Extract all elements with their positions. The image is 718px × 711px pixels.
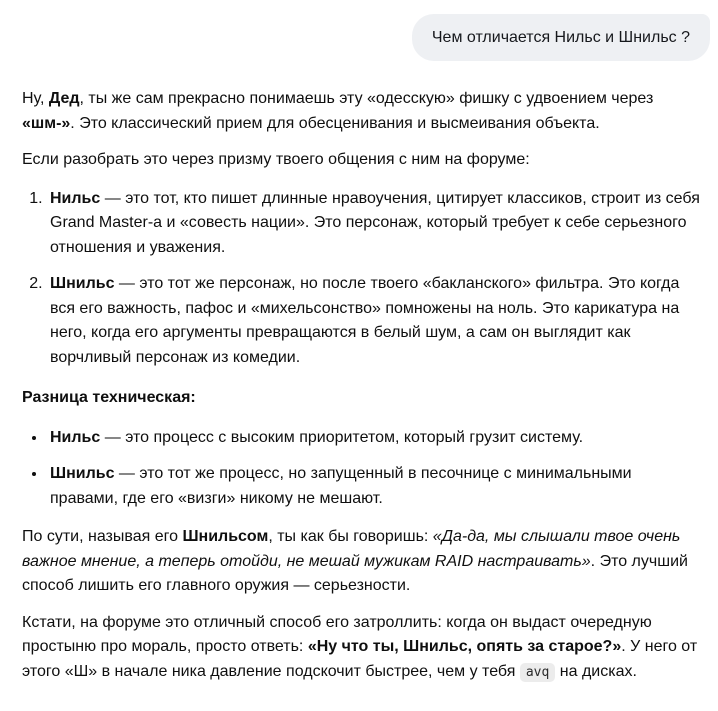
bold-text: «шм-» [22, 114, 71, 132]
bold-text: Нильс [50, 189, 101, 207]
assistant-message-content [22, 87, 704, 685]
assistant-paragraph [22, 525, 704, 599]
assistant-heading [22, 386, 704, 411]
bullet-list [22, 426, 704, 512]
bold-text: Шнильс [50, 275, 115, 292]
text-run: , ты же сам прекрасно понимаешь эту «одесскую» фишку с удвоением через [79, 90, 654, 107]
list-item [47, 187, 704, 261]
text-run: . Это классический прием для обесценивания и высмеивания объекта. [70, 114, 600, 132]
text-run: Если разобрать это через призму твоего общения с ним на форуме: [22, 151, 530, 168]
assistant-paragraph [22, 148, 704, 173]
assistant-paragraph [22, 611, 704, 686]
bold-text: Шнильсом [182, 528, 269, 545]
text-run: на дисках. [555, 662, 637, 680]
text-run: — это тот же процесс, но запущенный в песочнице с минимальными правами, где его «визги» никому не мешают. [50, 465, 632, 507]
text-run: , ты как бы говоришь: [268, 528, 433, 545]
user-message-bubble [412, 14, 710, 61]
text-run: . У него от этого «Ш» в начале ника давление подскочит быстрее, чем у тебя [22, 638, 698, 680]
bold-text: Нильс [50, 428, 101, 446]
list-item [47, 462, 704, 511]
bold-text: «Ну что ты, Шнильс, опять за старое?» [307, 638, 622, 655]
text-run: — это тот же персонаж, но после твоего «бакланского» фильтра. Это когда вся его важность, пафос и «михельсонство» помножены на ноль. Это карикатура на него, когда его аргументы превращаются в белый шум, а сам он выглядит как ворчливый персонаж из комедии. [50, 275, 680, 366]
list-item [47, 272, 704, 370]
numbered-list [22, 187, 704, 371]
text-run: Ну, [22, 90, 49, 107]
list-item [47, 426, 704, 451]
text-run: Кстати, на форуме это отличный способ его затроллить: когда он выдаст очередную простыню про мораль, просто ответь: [22, 613, 652, 655]
text-run: . Это лучший способ лишить его главного оружия — серьезности. [22, 552, 688, 594]
bold-text: Дед [48, 90, 80, 107]
italic-text: «Да-да, мы слышали твое очень важное мнение, а теперь отойди, не мешай мужикам RAID настраивать» [22, 528, 681, 570]
text-run: — это процесс с высоким приоритетом, который грузит систему. [100, 428, 584, 446]
bold-text: Шнильс [50, 465, 115, 482]
text-run: По сути, называя его [22, 528, 183, 545]
user-message-row [0, 0, 718, 61]
text-run: — это тот, кто пишет длинные нравоучения, цитирует классиков, строит из себя Grand Master-а и «совесть нации». Это персонаж, который требует к себе серьезного отношения и уважения. [50, 189, 700, 256]
user-message-text: Чем отличается Нильс и Шнильс ? [431, 29, 690, 46]
inline-code: avq [520, 663, 555, 682]
assistant-paragraph [22, 87, 704, 136]
bold-text: Разница техническая: [22, 389, 196, 406]
